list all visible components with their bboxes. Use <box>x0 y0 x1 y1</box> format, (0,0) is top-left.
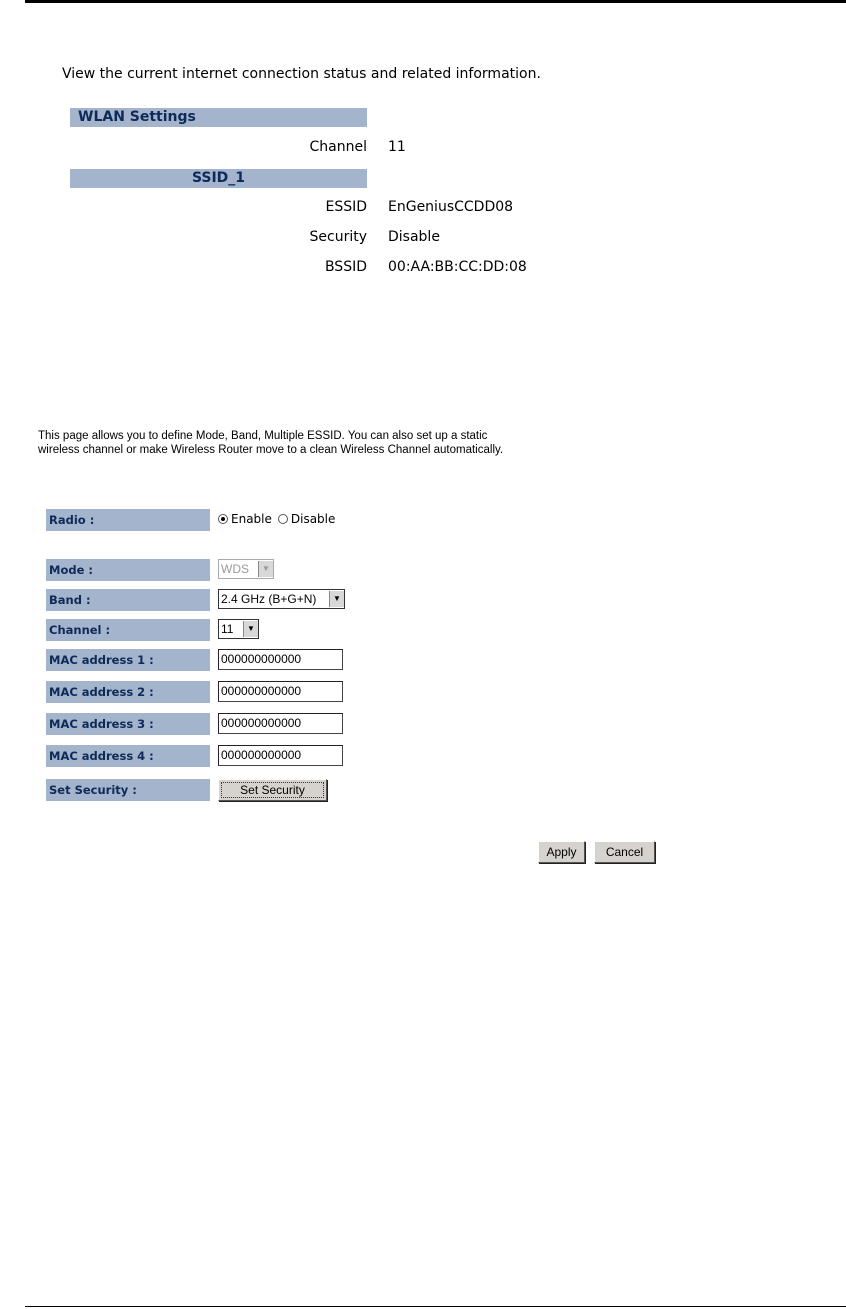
ssid-header: SSID_1 <box>70 169 367 188</box>
set-security-button[interactable]: Set Security <box>218 779 327 801</box>
mode-select <box>218 559 274 579</box>
security-value: Disable <box>388 229 440 245</box>
apply-button[interactable]: Apply <box>538 841 585 863</box>
cancel-button[interactable]: Cancel <box>594 841 655 863</box>
radio-disable-label[interactable]: Disable <box>290 512 336 526</box>
chevron-down-icon[interactable]: ▼ <box>243 621 258 637</box>
essid-value: EnGeniusCCDD08 <box>388 199 514 215</box>
wlan-settings-header: WLAN Settings <box>70 108 367 127</box>
mac-address-4-label: MAC address 4 : <box>46 745 210 767</box>
status-channel-label: Channel <box>309 139 367 155</box>
channel-label: Channel : <box>46 619 210 641</box>
top-rule <box>25 0 846 3</box>
band-select-value: 2.4 GHz (B+G+N) <box>221 592 317 606</box>
mode-select-value: WDS <box>221 562 249 576</box>
bssid-value: 00:AA:BB:CC:DD:08 <box>388 259 527 275</box>
radio-label: Radio : <box>46 509 210 531</box>
status-intro-text: View the current internet connection status and related information. <box>62 66 541 82</box>
channel-select-value: 11 <box>221 622 234 636</box>
settings-intro-line-2: wireless channel or make Wireless Router move to a clean Wireless Channel automatically. <box>38 444 504 456</box>
essid-label: ESSID <box>325 199 367 215</box>
mac-address-3-label: MAC address 3 : <box>46 713 210 735</box>
mode-label: Mode : <box>46 559 210 581</box>
bottom-rule <box>25 1306 846 1307</box>
radio-enable-button[interactable] <box>218 514 228 524</box>
bssid-label: BSSID <box>324 259 367 275</box>
mac-address-2-input[interactable]: 000000000000 <box>218 681 343 702</box>
band-label: Band : <box>46 589 210 611</box>
chevron-down-icon[interactable]: ▼ <box>329 591 344 607</box>
mac-address-1-input[interactable]: 000000000000 <box>218 649 343 670</box>
security-label: Security <box>309 229 367 245</box>
mac-address-2-label: MAC address 2 : <box>46 681 210 703</box>
set-security-label: Set Security : <box>46 779 210 801</box>
status-channel-value: 11 <box>388 139 406 155</box>
mac-address-1-label: MAC address 1 : <box>46 649 210 671</box>
radio-enable-label[interactable]: Enable <box>231 512 272 526</box>
radio-toggle-group <box>218 512 341 526</box>
channel-select[interactable] <box>218 619 259 639</box>
mac-address-3-input[interactable]: 000000000000 <box>218 713 343 734</box>
settings-intro-text <box>38 429 658 457</box>
chevron-down-icon: ▼ <box>258 561 273 577</box>
mac-address-4-input[interactable]: 000000000000 <box>218 745 343 766</box>
settings-intro-line-1: This page allows you to define Mode, Band, Multiple ESSID. You can also set up a static <box>38 430 488 442</box>
band-select[interactable] <box>218 589 345 609</box>
radio-disable-button[interactable] <box>278 514 288 524</box>
